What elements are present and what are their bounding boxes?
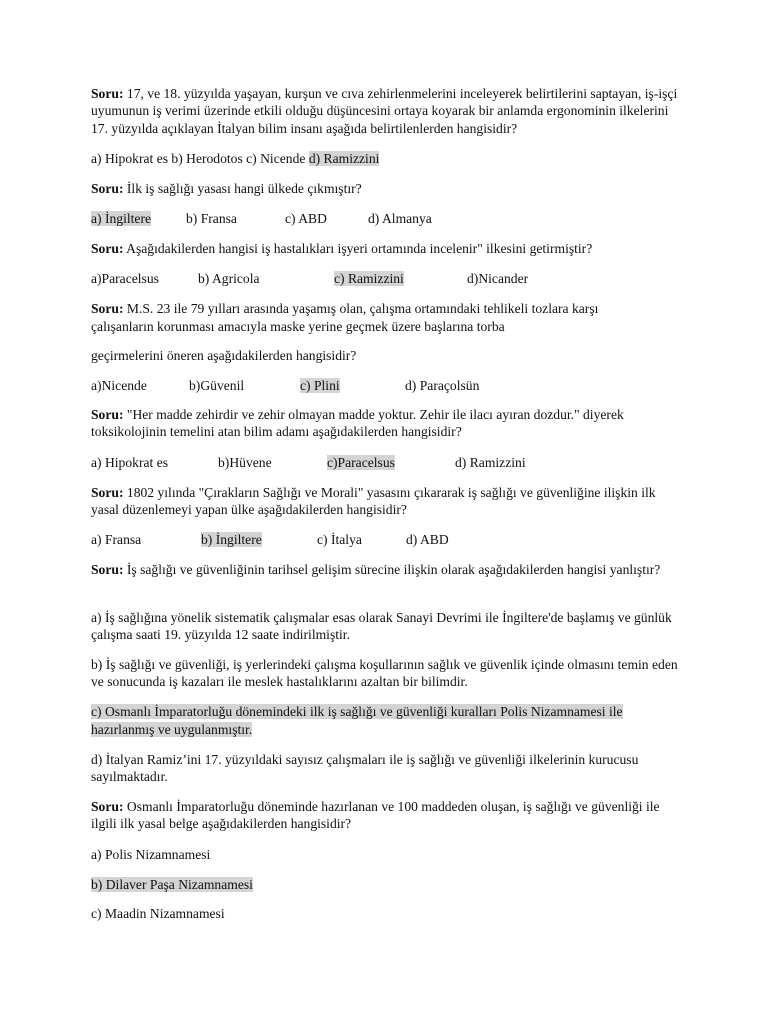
question-text: İş sağlığı ve güvenliğinin tarihsel gelişim sürecine ilişkin olarak aşağıdakilerden hangisi yanlıştır?	[126, 562, 661, 577]
q2-option-a	[91, 210, 151, 227]
question-text: Osmanlı İmparatorluğu döneminde hazırlanan ve 100 maddeden oluşan, iş sağlığı ve güvenliği ile ilgili ilk yasal belge aşağıdakilerden hangisidir?	[91, 799, 660, 832]
q5-option-d	[455, 454, 526, 471]
option-label: d) ABD	[406, 532, 449, 547]
q7-option-a	[91, 609, 681, 644]
q7-option-c	[91, 703, 623, 720]
q7-option-c-line-2	[91, 721, 252, 738]
question-text: "Her madde zehirdir ve zehir olmayan madde yoktur. Zehir ile ilacı ayıran dozdur." diyerek toksikolojinin temelini atan bilim adamı aşağıdakilerden hangisidir?	[91, 407, 624, 440]
q2-option-c	[285, 210, 327, 227]
q4-option-d	[405, 377, 479, 394]
q6-option-b	[201, 531, 262, 548]
option-label: a)Paracelsus	[91, 271, 159, 286]
q3-option-d	[467, 270, 528, 287]
q5-option-a	[91, 454, 168, 471]
question-label: Soru:	[91, 241, 124, 256]
option-label: c) Plini	[300, 378, 340, 393]
question-1	[91, 85, 681, 137]
question-6	[91, 484, 681, 519]
q4-option-c	[300, 377, 340, 394]
question-label: Soru:	[91, 799, 124, 814]
question-label: Soru:	[91, 562, 124, 577]
question-4	[91, 300, 598, 317]
q2-option-b	[186, 210, 237, 227]
option-label: b)Güvenil	[189, 378, 245, 393]
q6-option-a	[91, 531, 141, 548]
q8-option-b	[91, 876, 253, 893]
q4-option-a	[91, 377, 147, 394]
option-label: c) Maadin Nizamnamesi	[91, 906, 225, 921]
option-label: d) Ramizzini	[455, 455, 526, 470]
answer-highlight: c) Osmanlı İmparatorluğu dönemindeki ilk iş sağlığı ve güvenliği kuralları Polis Nizamnamesi ile	[91, 704, 623, 719]
q4-option-b	[189, 377, 244, 394]
option-label: a) Polis Nizamnamesi	[91, 847, 211, 862]
q2-option-d	[368, 210, 432, 227]
option-label: a) Fransa	[91, 532, 142, 547]
question-3	[91, 240, 592, 257]
option-label: d)Nicander	[467, 271, 529, 286]
option-label: a) Hipokrat es	[91, 455, 169, 470]
option-label: c) Ramizzini	[334, 271, 404, 286]
option-label: b) İngiltere	[201, 532, 262, 547]
answer-highlight: d) Ramizzini	[308, 151, 380, 166]
question-5	[91, 406, 681, 441]
option-label: d) Paraçolsün	[405, 378, 480, 393]
option-label: a) İngiltere	[91, 211, 152, 226]
question-2	[91, 180, 362, 197]
question-4-line-2	[91, 318, 505, 335]
question-label: Soru:	[91, 407, 124, 422]
answer-highlight: hazırlanmış ve uygulanmıştır.	[91, 722, 253, 737]
option-label: d) İtalyan Ramiz’ini 17. yüzyıldaki sayısız çalışmaları ile iş sağlığı ve güvenliği ilkelerinin kurucusu sayılmaktadır.	[91, 752, 639, 785]
question-8	[91, 798, 681, 833]
q6-option-c	[317, 531, 362, 548]
answer-highlight: b) Dilaver Paşa Nizamnamesi	[91, 877, 253, 892]
option-label: a)Nicende	[91, 378, 147, 393]
option-label: a) İş sağlığına yönelik sistematik çalışmalar esas olarak Sanayi Devrimi ile İngiltere'de başlamış ve günlük çalışma saati 19. yüzyılda 12 saate indirilmiştir.	[91, 610, 672, 643]
q3-option-a	[91, 270, 159, 287]
question-text: M.S. 23 ile 79 yılları arasında yaşamış olan, çalışma ortamındaki tehlikeli tozlara karşı	[126, 301, 599, 316]
q3-option-c	[334, 270, 404, 287]
question-text: 17, ve 18. yüzyılda yaşayan, kurşun ve cıva zehirlenmelerini inceleyerek belirtilerini saptayan, iş-işçi uyumunun iş verimi üzerinde etkili olduğu düşüncesini ortaya koyarak bir anlamda ergonominin ilkelerini 17. yüzyılda açıklayan İtalyan bilim insanı aşağıda belirtilenlerden hangisidir?	[91, 86, 678, 136]
options-text: a) Hipokrat es b) Herodotos c) Nicende	[91, 151, 309, 166]
q5-option-b	[218, 454, 272, 471]
q7-option-d	[91, 751, 681, 786]
question-1-options	[91, 150, 379, 167]
question-text: 1802 yılında "Çırakların Sağlığı ve Morali" yasasını çıkararak iş sağlığı ve güvenliğine ilişkin ilk yasal düzenlemeyi yapan ülke aşağıdakilerden hangisidir?	[91, 485, 656, 518]
question-label: Soru:	[91, 86, 124, 101]
question-text: İlk iş sağlığı yasası hangi ülkede çıkmıştır?	[126, 181, 362, 196]
q6-option-d	[406, 531, 449, 548]
q7-option-b	[91, 656, 681, 691]
question-label: Soru:	[91, 485, 124, 500]
option-label: b) Fransa	[186, 211, 237, 226]
question-7	[91, 561, 681, 578]
option-label: b) Agricola	[198, 271, 260, 286]
question-label: Soru:	[91, 181, 124, 196]
option-label: c)Paracelsus	[327, 455, 395, 470]
question-4-continued	[91, 347, 356, 364]
question-text: Aşağıdakilerden hangisi iş hastalıkları işyeri ortamında incelenir" ilkesini getirmiştir?	[126, 241, 593, 256]
q5-option-c	[327, 454, 395, 471]
option-label: b) İş sağlığı ve güvenliği, iş yerlerindeki çalışma koşullarının sağlık ve güvenlik içinde olmasını temin eden ve sonucunda iş kazaları ile meslek hastalıklarını azaltan bir bilimdir.	[91, 657, 678, 690]
q8-option-a	[91, 846, 210, 863]
q3-option-b	[198, 270, 260, 287]
question-text: geçirmelerini öneren aşağıdakilerden hangisidir?	[91, 348, 357, 363]
question-label: Soru:	[91, 301, 124, 316]
question-text: çalışanların korunması amacıyla maske yerine geçmek üzere başlarına torba	[91, 319, 505, 334]
option-label: c) ABD	[285, 211, 327, 226]
option-label: d) Almanya	[368, 211, 432, 226]
option-label: b)Hüvene	[218, 455, 272, 470]
option-label: c) İtalya	[317, 532, 362, 547]
q8-option-c	[91, 905, 225, 922]
